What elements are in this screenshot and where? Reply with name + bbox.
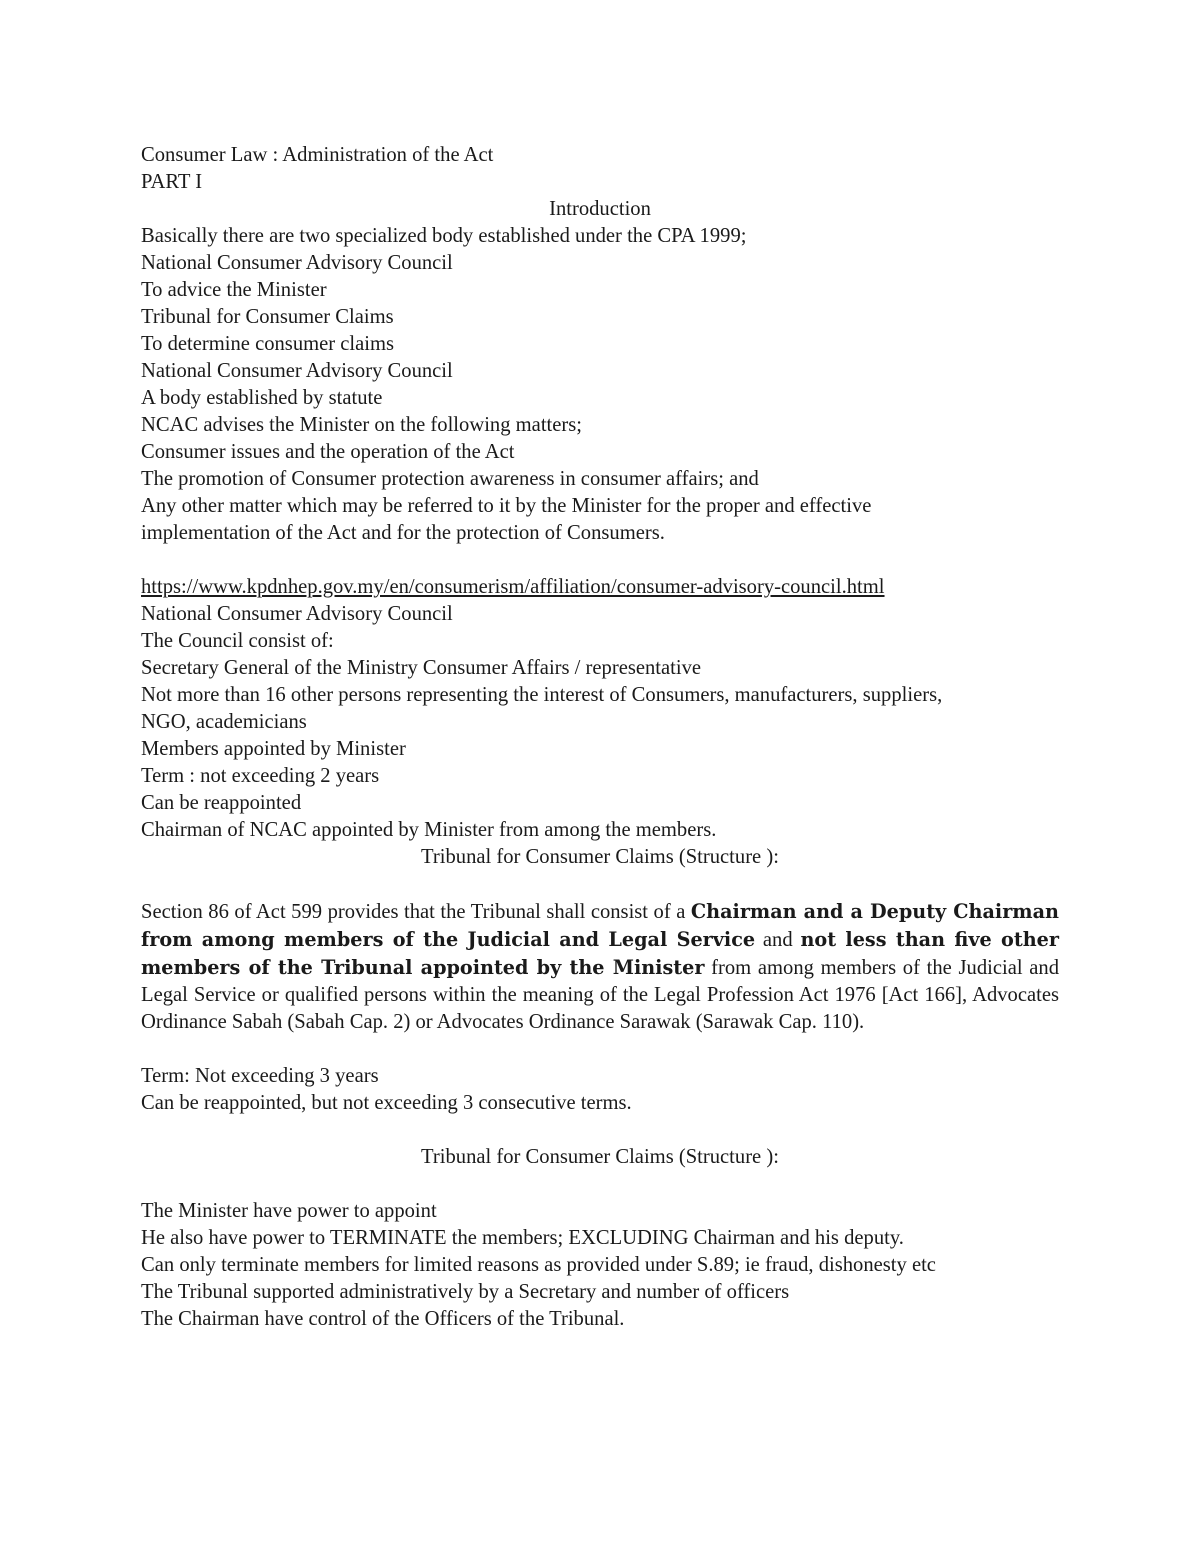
council-line: The Council consist of:	[141, 630, 334, 652]
tribunal-heading: Tribunal for Consumer Claims (Structure ):	[421, 1146, 779, 1168]
document-page	[141, 142, 1059, 1333]
spacer	[141, 1117, 1059, 1144]
section-86-text: Section 86 of Act 599 provides that the Tribunal shall consist of a	[141, 901, 691, 923]
council-line: National Consumer Advisory Council	[141, 603, 453, 625]
council-link[interactable]: https://www.kpdnhep.gov.my/en/consumerism/affiliation/consumer-advisory-council.html	[141, 576, 885, 598]
council-line: Secretary General of the Ministry Consumer Affairs / representative	[141, 657, 702, 679]
term-line: Can be reappointed, but not exceeding 3 consecutive terms.	[141, 1092, 632, 1114]
council-line: NGO, academicians	[141, 711, 307, 733]
section-86-bold: Chairman and a Deputy Chairman from among members of the Judicial and Legal Service	[141, 900, 1059, 951]
part-label: PART I	[141, 171, 203, 193]
spacer	[141, 1036, 1059, 1063]
term-line: Term: Not exceeding 3 years	[141, 1065, 379, 1087]
spacer	[141, 871, 1059, 898]
minister-line: The Minister have power to appoint	[141, 1200, 437, 1222]
body-line: National Consumer Advisory Council	[141, 252, 453, 274]
minister-line: The Tribunal supported administratively by a Secretary and number of officers	[141, 1281, 790, 1303]
minister-line: The Chairman have control of the Officers of the Tribunal.	[141, 1308, 625, 1330]
body-line: implementation of the Act and for the protection of Consumers.	[141, 522, 665, 544]
council-line: Term : not exceeding 2 years	[141, 765, 380, 787]
council-line: Can be reappointed	[141, 792, 302, 814]
body-line: A body established by statute	[141, 387, 383, 409]
council-line: Not more than 16 other persons representing the interest of Consumers, manufacturers, suppliers,	[141, 684, 943, 706]
spacer	[141, 547, 1059, 574]
body-line: NCAC advises the Minister on the following matters;	[141, 414, 582, 436]
section-86-text: from among members of the Judicial and Legal Service or qualified persons within the meaning of the Legal Profession Act 1976 [Act 166], Advocates Ordinance Sabah (Sabah Cap. 2) or Advocates Ordinance Sarawak (Sarawak Cap. 110).	[141, 957, 1059, 1033]
body-line: Basically there are two specialized body established under the CPA 1999;	[141, 225, 747, 247]
section-86-paragraph	[141, 898, 1059, 1036]
council-line: Members appointed by Minister	[141, 738, 406, 760]
document-title: Consumer Law : Administration of the Act	[141, 144, 494, 166]
spacer	[141, 1171, 1059, 1198]
tribunal-heading: Tribunal for Consumer Claims (Structure ):	[421, 846, 779, 868]
body-line: To advice the Minister	[141, 279, 327, 301]
body-line: To determine consumer claims	[141, 333, 395, 355]
council-line: Chairman of NCAC appointed by Minister from among the members.	[141, 819, 717, 841]
section-86-bold: not less than five other members of the Tribunal appointed by the Minister	[141, 928, 1059, 979]
minister-line: Can only terminate members for limited reasons as provided under S.89; ie fraud, dishonesty etc	[141, 1254, 936, 1276]
body-line: Tribunal for Consumer Claims	[141, 306, 394, 328]
body-line: Consumer issues and the operation of the Act	[141, 441, 515, 463]
body-line: The promotion of Consumer protection awareness in consumer affairs; and	[141, 468, 759, 490]
section-86-text: and	[755, 929, 801, 951]
minister-line: He also have power to TERMINATE the members; EXCLUDING Chairman and his deputy.	[141, 1227, 904, 1249]
body-line: Any other matter which may be referred to it by the Minister for the proper and effective	[141, 495, 872, 517]
body-line: National Consumer Advisory Council	[141, 360, 453, 382]
introduction-heading: Introduction	[549, 198, 651, 220]
